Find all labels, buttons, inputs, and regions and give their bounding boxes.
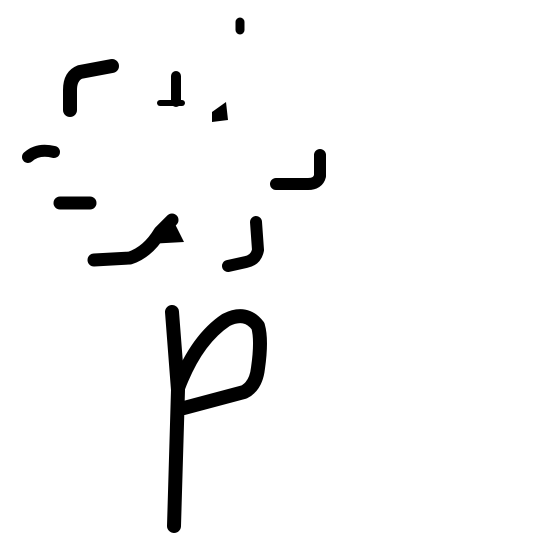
- petal-stroke-right: [276, 155, 320, 184]
- flower-head: [28, 22, 320, 266]
- petal-blob-center-right: [212, 102, 228, 122]
- flower-stem: [172, 312, 260, 526]
- stem-line: [172, 312, 178, 526]
- petal-stroke-left: [28, 151, 54, 157]
- petal-stroke-top-left: [70, 66, 112, 110]
- leaf-loop: [178, 316, 260, 408]
- petal-stroke-bottom-right: [228, 222, 258, 266]
